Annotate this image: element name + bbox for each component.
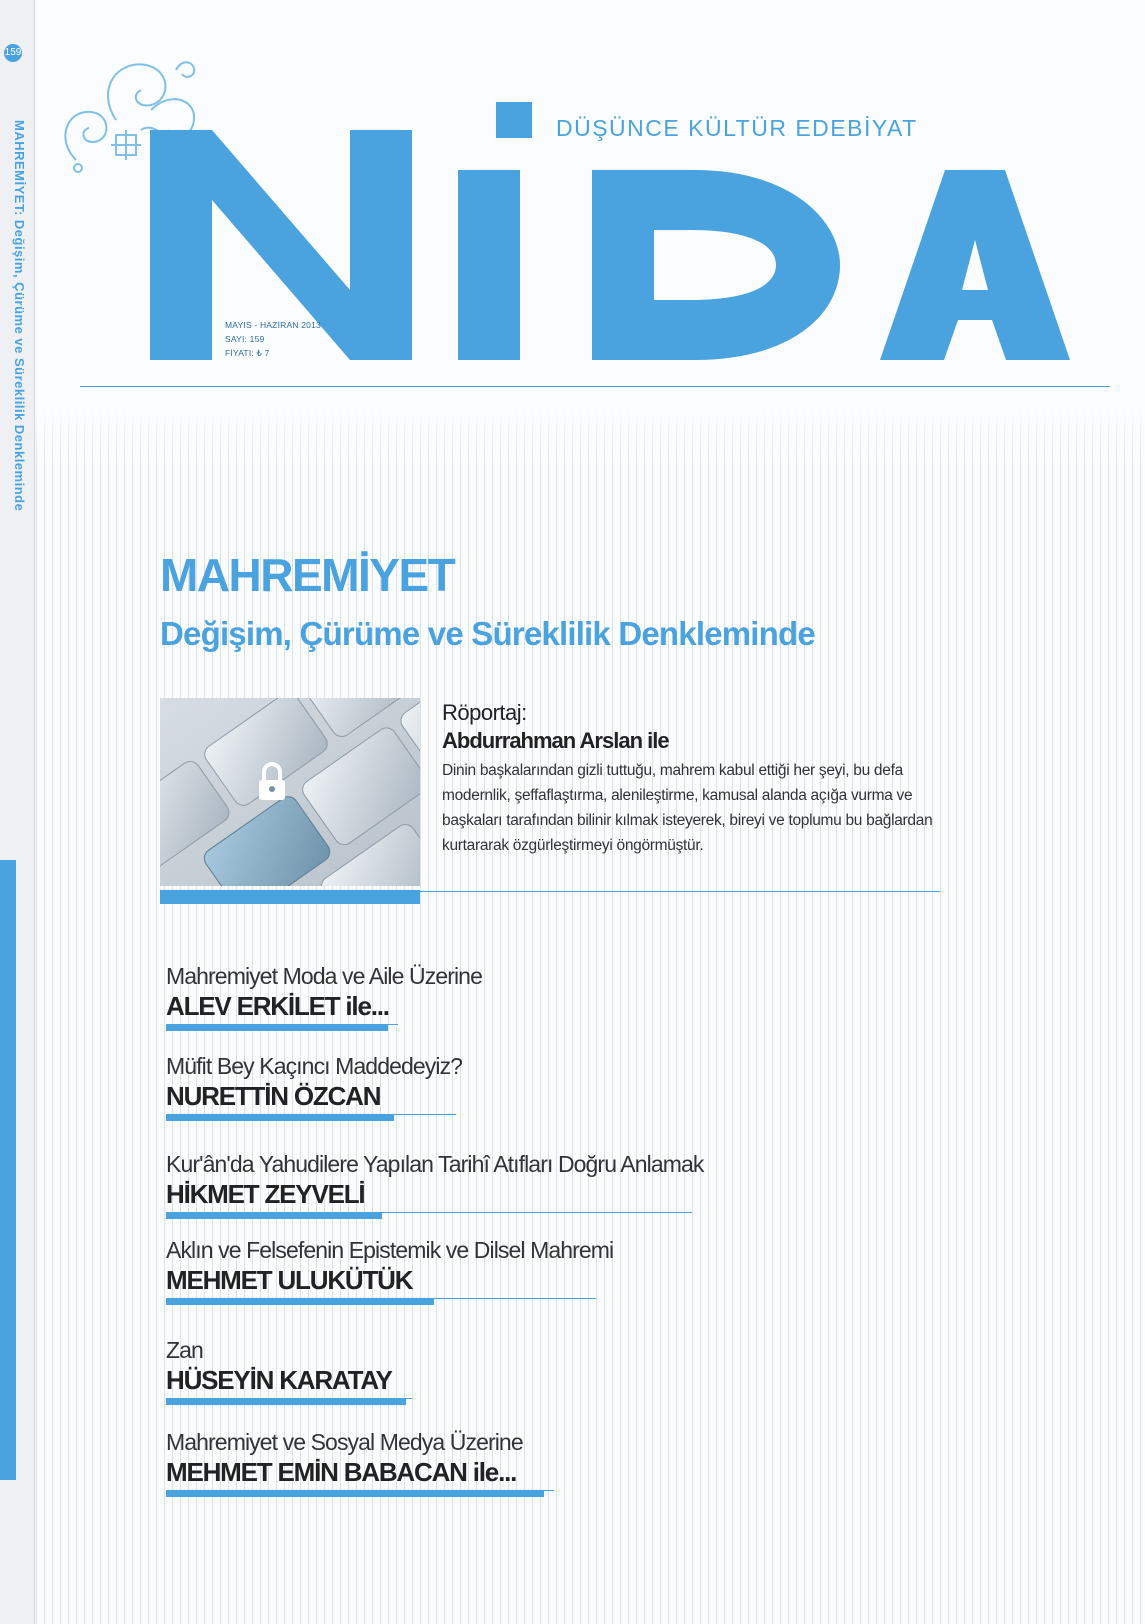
- feature-divider: [420, 891, 940, 892]
- article-author: ALEV ERKİLET ile...: [166, 991, 389, 1021]
- article-title: Aklın ve Felsefenin Epistemik ve Dilsel Mahremi: [166, 1237, 614, 1263]
- article-item: [166, 1150, 704, 1222]
- spine-issue-badge: 159: [4, 44, 22, 62]
- magazine-spine: [0, 0, 35, 1624]
- issue-date: MAYIS - HAZİRAN 2013: [225, 320, 321, 330]
- header-divider: [80, 386, 1110, 387]
- cover-subheadline: Değişim, Çürüme ve Süreklilik Denkleminde: [160, 615, 815, 652]
- article-item: [166, 1236, 613, 1308]
- tagline: DÜŞÜNCE KÜLTÜR EDEBİYAT: [556, 115, 918, 141]
- spine-accent-bar: [0, 860, 16, 1480]
- issue-price: FİYATI: ₺ 7: [225, 348, 270, 358]
- article-underline: [166, 1024, 482, 1034]
- article-item: [166, 962, 482, 1034]
- article-title: Mahremiyet ve Sosyal Medya Üzerine: [166, 1429, 523, 1455]
- issue-info: [225, 318, 321, 360]
- article-author: MEHMET ULUKÜTÜK: [166, 1265, 413, 1295]
- article-author: HÜSEYİN KARATAY: [166, 1365, 392, 1395]
- cover-headline: MAHREMİYET: [160, 549, 455, 601]
- keyboard-lock-key-icon: [160, 698, 420, 886]
- article-author: MEHMET EMİN BABACAN ile...: [166, 1457, 517, 1487]
- article-underline: [166, 1114, 462, 1124]
- article-item: [166, 1052, 462, 1124]
- article-title: Kur'ân'da Yahudilere Yapılan Tarihî Atıfları Doğru Anlamak: [166, 1151, 704, 1177]
- article-author: NURETTİN ÖZCAN: [166, 1081, 381, 1111]
- article-author: HİKMET ZEYVELİ: [166, 1179, 365, 1209]
- feature-summary: Dinin başkalarından gizli tuttuğu, mahrem kabul ettiği her şeyi, bu defa modernlik, şeffaflaştırma, alenileştirme, kamusal alanda açığa vurma ve başkaları tarafından bilinir kılmak isteyerek, bireyi ve toplumu bu bağlardan kurtararak özgürleştirmeyi öngörmüştür.: [442, 762, 933, 854]
- article-item: [166, 1428, 523, 1500]
- article-underline: [166, 1398, 392, 1408]
- article-title: Müfit Bey Kaçıncı Maddedeyiz?: [166, 1053, 463, 1079]
- feature-author: Abdurrahman Arslan ile: [442, 728, 669, 753]
- article-title: Zan: [166, 1337, 203, 1363]
- article-underline: [166, 1212, 704, 1222]
- feature-kicker: Röportaj:: [442, 700, 527, 725]
- feature-accent-bar: [160, 890, 420, 904]
- article-item: [166, 1336, 392, 1408]
- spine-title: MAHREMİYET: Değişim, Çürüme ve Süreklilik Denkleminde: [12, 120, 27, 512]
- issue-number: SAYI: 159: [225, 334, 265, 344]
- article-underline: [166, 1490, 523, 1500]
- article-title: Mahremiyet Moda ve Aile Üzerine: [166, 963, 482, 989]
- article-underline: [166, 1298, 613, 1308]
